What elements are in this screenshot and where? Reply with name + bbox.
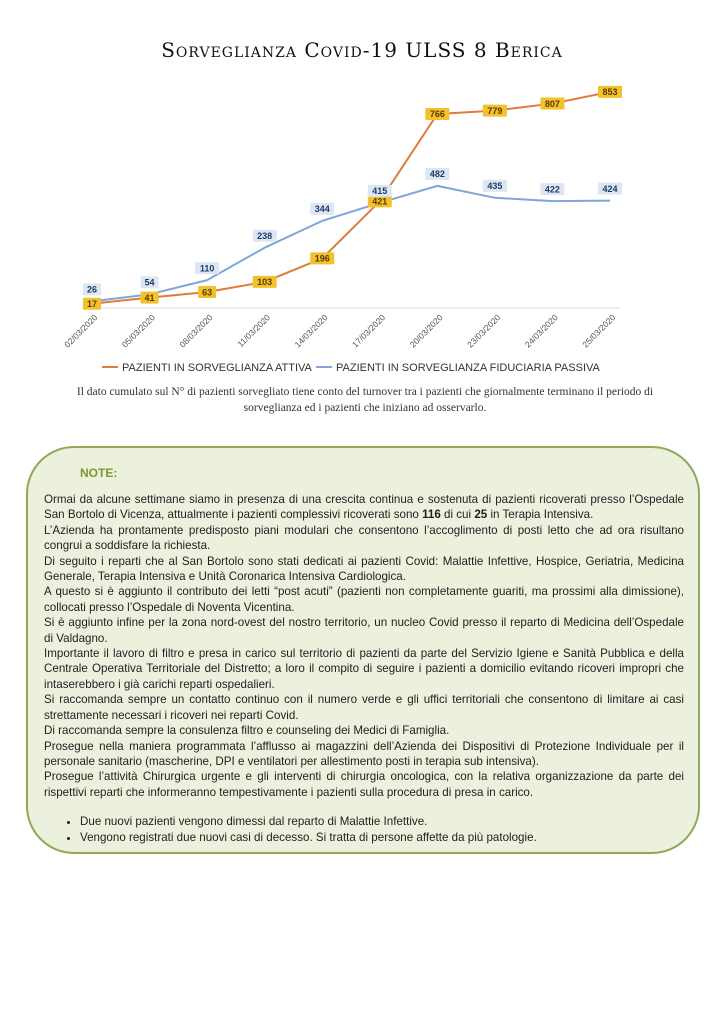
data-label: 779: [487, 105, 503, 116]
data-label: 422: [544, 184, 560, 195]
series-line-1: [92, 92, 610, 304]
notes-bullet-1: • Due nuovi pazienti vengono dimessi dal reparto di Malattie Infettive.: [80, 814, 684, 829]
notes-paragraph-4: A questo si è aggiunto il contributo dei letti “post acuti” (pazienti non completamente guariti, ma prossimi alla dimissione), collocati presso l’Ospedale di Noventa Vicentina.: [44, 585, 684, 614]
data-label: 421: [372, 196, 388, 207]
data-label: 54: [144, 277, 155, 288]
notes-paragraph-9: Prosegue nella maniera programmata l’afflusso ai magazzini dell’Azienda dei Dispositivi di Protezione Individuale per il personale sanitario (mascherine, DPI e ventilatori per allestimento posti in terapia sub intensiva).: [44, 739, 684, 768]
notes-body: [44, 492, 684, 845]
data-label: 424: [602, 183, 618, 194]
data-label: 17: [86, 298, 98, 309]
data-label: 807: [544, 98, 560, 109]
notes-paragraph-8: Di raccomanda sempre la consulenza filtro e counseling dei Medici di Famiglia.: [44, 724, 450, 738]
line-chart: [40, 60, 690, 380]
x-tick-label: 08/03/2020: [177, 312, 215, 350]
x-tick-label: 20/03/2020: [407, 312, 445, 350]
notes-p1-text-c: in Terapia Intensiva.: [487, 508, 594, 522]
legend-label-attiva: PAZIENTI IN SORVEGLIANZA ATTIVA: [122, 362, 312, 374]
x-tick-label: 17/03/2020: [350, 312, 388, 350]
notes-bullet-2: • Vengono registrati due nuovi casi di decesso. Si tratta di persone affette da più patologie.: [80, 830, 684, 845]
data-label: 238: [257, 231, 273, 242]
data-label: 41: [144, 292, 155, 303]
notes-paragraph-7: Si raccomanda sempre un contatto continuo con il numero verde e gli uffici territoriali che consentono di limitare ai casi strettamente necessari i ricoveri nei reparti Covid.: [44, 693, 684, 722]
x-tick-label: 24/03/2020: [522, 312, 560, 350]
data-label: 110: [199, 263, 215, 274]
notes-paragraph-1: [44, 492, 684, 523]
notes-paragraph-6: Importante il lavoro di filtro e presa in carico sul territorio di pazienti da parte del Servizio Igiene e Sanità Pubblica e della Centrale Operativa Territoriale del Distretto; a loro il compito di seguire i pazienti a domicilio evitando ricoveri impropri che intaserebbero i già carichi reparti ospedalieri.: [44, 647, 684, 691]
x-tick-label: 23/03/2020: [465, 312, 503, 350]
page-title: Sorveglianza Covid-19 ULSS 8 Berica: [161, 38, 563, 62]
data-label: 482: [429, 169, 445, 180]
data-label: 196: [314, 253, 330, 264]
notes-paragraph-5: Si è aggiunto infine per la zona nord-ovest del nostro territorio, un nucleo Covid presso il reparto di Medicina dell’Ospedale di Valdagno.: [44, 616, 684, 645]
terapia-intensiva-count: 25: [474, 508, 488, 522]
legend-label-passiva: PAZIENTI IN SORVEGLIANZA FIDUCIARIA PASSIVA: [336, 362, 600, 374]
series-line-2: [92, 186, 610, 302]
notes-p1-text-b: di cui: [440, 508, 475, 522]
data-label: 415: [372, 186, 388, 197]
x-tick-label: 02/03/2020: [62, 312, 100, 350]
notes-bullet-list: [44, 814, 684, 845]
notes-p1-text-a: Ormai da alcune settimane siamo in presenza di una crescita continua e sostenuta di pazienti ricoverati presso l’Ospedale San Bortolo di Vicenza, attualmente i pazienti complessivi ricoverati sono: [44, 493, 684, 522]
chart-caption: Il dato cumulato sul N° di pazienti sorvegliato tiene conto del turnover tra i pazienti che giornalmente terminano il periodo di sorveglianza ed i pazienti che iniziano ad osservarlo.: [76, 386, 654, 414]
data-label: 435: [487, 181, 503, 192]
x-tick-label: 14/03/2020: [292, 312, 330, 350]
data-label: 853: [602, 87, 618, 98]
data-label: 766: [429, 109, 445, 120]
x-tick-label: 11/03/2020: [235, 312, 273, 350]
data-label: 26: [86, 284, 98, 295]
x-tick-label: 05/03/2020: [119, 312, 157, 350]
x-tick-label: 25/03/2020: [580, 312, 618, 350]
notes-paragraph-3: Di seguito i reparti che al San Bortolo sono stati dedicati ai pazienti Covid: Malattie Infettive, Hospice, Geriatria, Medicina Generale, Terapia Intensiva e Unità Coronarica Intensiva Cardiologica.: [44, 554, 684, 584]
data-label: 344: [314, 204, 330, 215]
data-label: 63: [202, 287, 213, 298]
notes-paragraph-10: Prosegue l’attività Chirurgica urgente e gli interventi di chirurgia oncologica, con la relativa organizzazione da parte dei rispettivi reparti che informeranno tempestivamente i pazienti sulla procedura di presa in carico.: [44, 770, 684, 799]
notes-box: [26, 446, 700, 854]
ricoverati-count: 116: [422, 508, 441, 522]
data-label: 103: [257, 277, 273, 288]
notes-paragraph-2: L’Azienda ha prontamente predisposto piani modulari che consentono l’accoglimento di posti letto che ad ora risultano congrui a soddisfare la richiesta.: [44, 523, 684, 553]
notes-title: NOTE:: [80, 466, 118, 480]
